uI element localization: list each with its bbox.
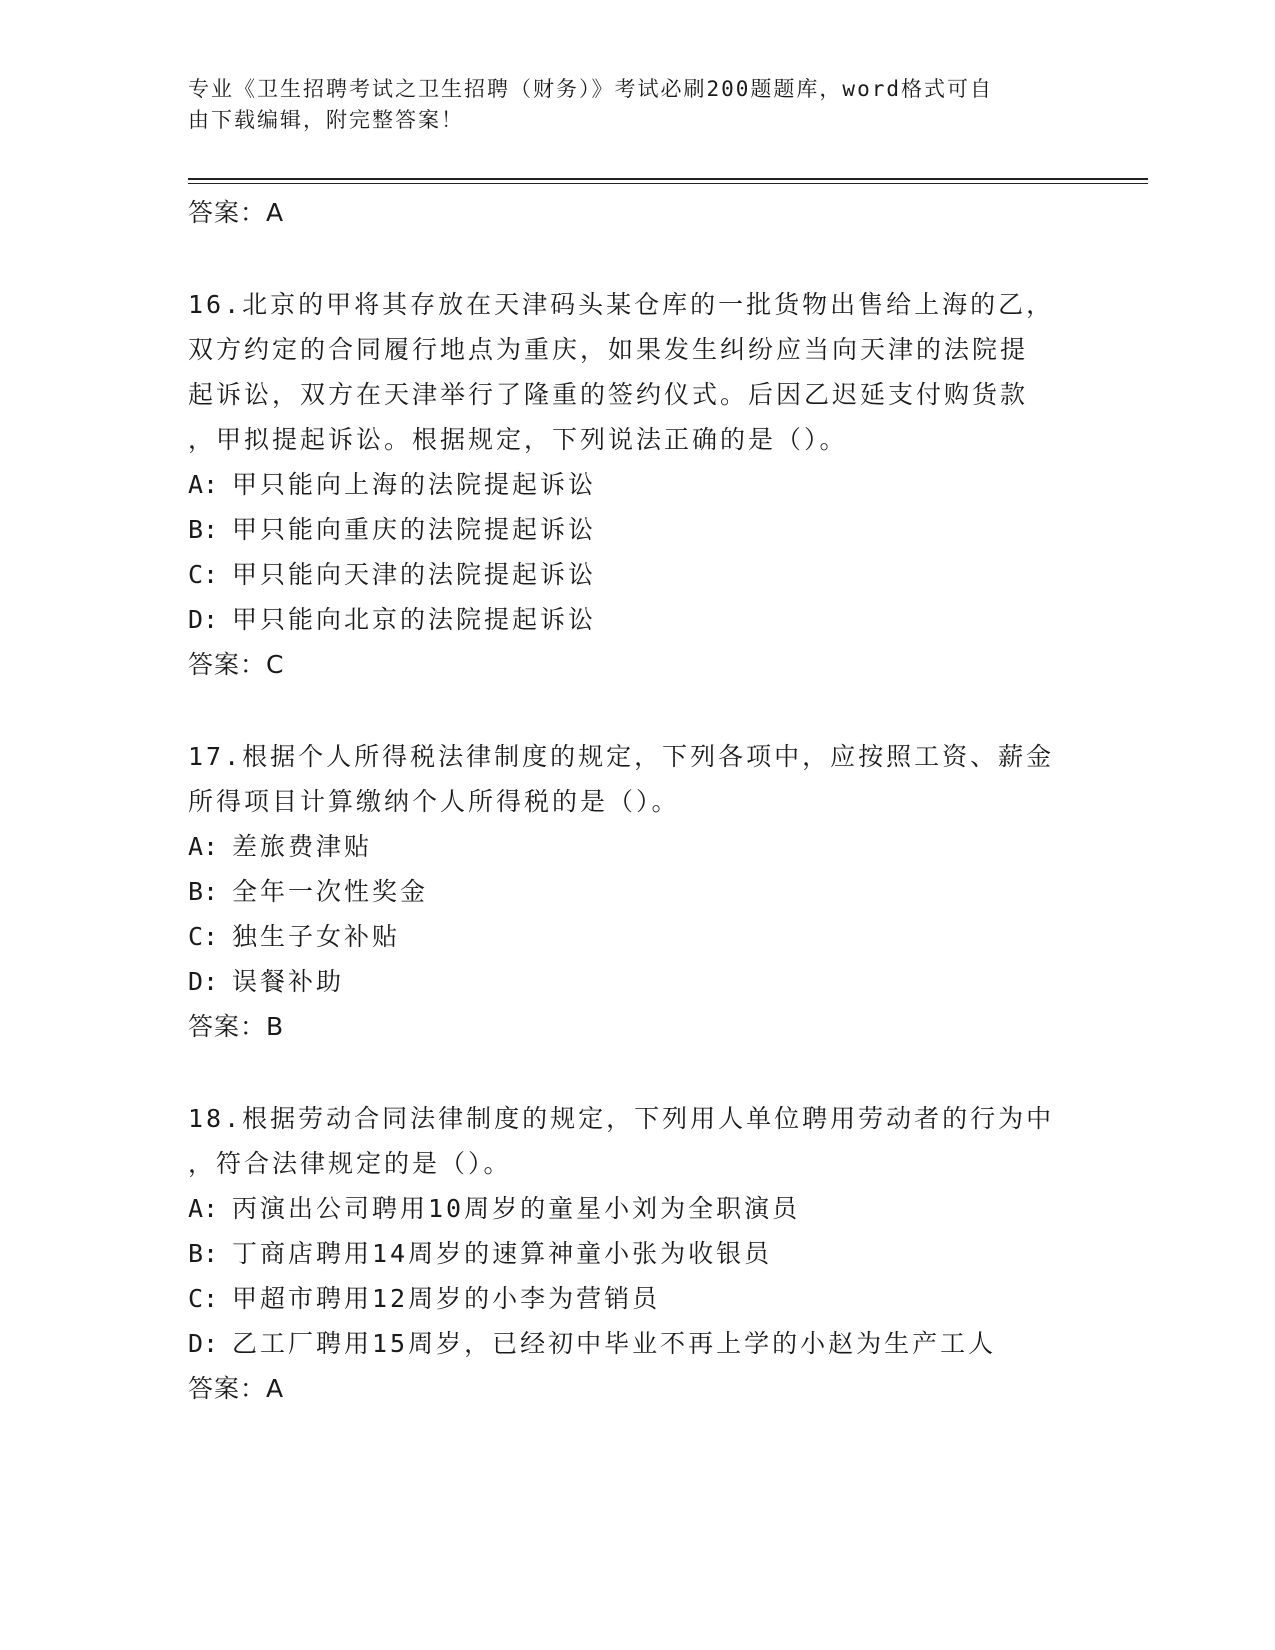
option-a bbox=[188, 1186, 1088, 1231]
option-text: 丁商店聘用14周岁的速算神童小张为收银员 bbox=[232, 1239, 773, 1268]
answer-line: 答案：A bbox=[188, 1374, 285, 1403]
document-header bbox=[188, 74, 1068, 136]
question-text-line: 16.北京的甲将其存放在天津码头某仓库的一批货物出售给上海的乙， bbox=[188, 290, 1055, 319]
question-list bbox=[188, 190, 1088, 1411]
option-text: 甲只能向上海的法院提起诉讼 bbox=[232, 470, 597, 499]
option-d bbox=[188, 1321, 1088, 1366]
option-text: 误餐补助 bbox=[232, 967, 345, 996]
option-key: C: bbox=[188, 1284, 219, 1313]
option-text: 独生子女补贴 bbox=[232, 922, 401, 951]
option-text: 甲只能向天津的法院提起诉讼 bbox=[232, 560, 597, 589]
option-c bbox=[188, 1276, 1088, 1321]
question-text-line: 起诉讼，双方在天津举行了隆重的签约仪式。后因乙迟延支付购货款 bbox=[188, 380, 1029, 409]
option-text: 全年一次性奖金 bbox=[232, 877, 429, 906]
question-text-line: 18.根据劳动合同法律制度的规定，下列用人单位聘用劳动者的行为中 bbox=[188, 1104, 1055, 1133]
answer-line: 答案：B bbox=[188, 1012, 285, 1041]
header-divider-thin bbox=[188, 183, 1148, 184]
option-key: A: bbox=[188, 832, 219, 861]
option-text: 甲只能向北京的法院提起诉讼 bbox=[232, 605, 597, 634]
question-block bbox=[188, 1096, 1088, 1411]
option-key: C: bbox=[188, 560, 219, 589]
option-text: 差旅费津贴 bbox=[232, 832, 373, 861]
option-a bbox=[188, 824, 1088, 869]
option-key: B: bbox=[188, 515, 219, 544]
option-text: 丙演出公司聘用10周岁的童星小刘为全职演员 bbox=[232, 1194, 801, 1223]
question-text-line: ，甲拟提起诉讼。根据规定，下列说法正确的是（）。 bbox=[188, 425, 848, 454]
question-text-line: 双方约定的合同履行地点为重庆，如果发生纠纷应当向天津的法院提 bbox=[188, 335, 1029, 364]
option-text: 甲只能向重庆的法院提起诉讼 bbox=[232, 515, 597, 544]
option-b bbox=[188, 869, 1088, 914]
option-b bbox=[188, 1231, 1088, 1276]
option-key: D: bbox=[188, 605, 219, 634]
question-text-line: ，符合法律规定的是（）。 bbox=[188, 1149, 512, 1178]
option-key: C: bbox=[188, 922, 219, 951]
previous-answer: 答案：A bbox=[188, 198, 285, 227]
question-block bbox=[188, 734, 1088, 1049]
option-text: 乙工厂聘用15周岁，已经初中毕业不再上学的小赵为生产工人 bbox=[232, 1329, 997, 1358]
header-line-1: 专业《卫生招聘考试之卫生招聘（财务）》考试必刷200题题库，word格式可自 bbox=[188, 77, 993, 101]
option-key: A: bbox=[188, 470, 219, 499]
question-text-line: 所得项目计算缴纳个人所得税的是（）。 bbox=[188, 787, 680, 816]
option-key: A: bbox=[188, 1194, 219, 1223]
option-b bbox=[188, 507, 1088, 552]
header-divider-thick bbox=[188, 178, 1148, 180]
question-text-line: 17.根据个人所得税法律制度的规定，下列各项中，应按照工资、薪金 bbox=[188, 742, 1055, 771]
option-text: 甲超市聘用12周岁的小李为营销员 bbox=[232, 1284, 661, 1313]
option-key: D: bbox=[188, 967, 219, 996]
question-block bbox=[188, 282, 1088, 687]
answer-line: 答案：C bbox=[188, 650, 285, 679]
option-key: B: bbox=[188, 877, 219, 906]
option-a bbox=[188, 462, 1088, 507]
option-key: D: bbox=[188, 1329, 219, 1358]
option-c bbox=[188, 914, 1088, 959]
header-line-2: 由下载编辑，附完整答案！ bbox=[188, 108, 464, 132]
option-key: B: bbox=[188, 1239, 219, 1268]
option-d bbox=[188, 597, 1088, 642]
option-d bbox=[188, 959, 1088, 1004]
option-c bbox=[188, 552, 1088, 597]
